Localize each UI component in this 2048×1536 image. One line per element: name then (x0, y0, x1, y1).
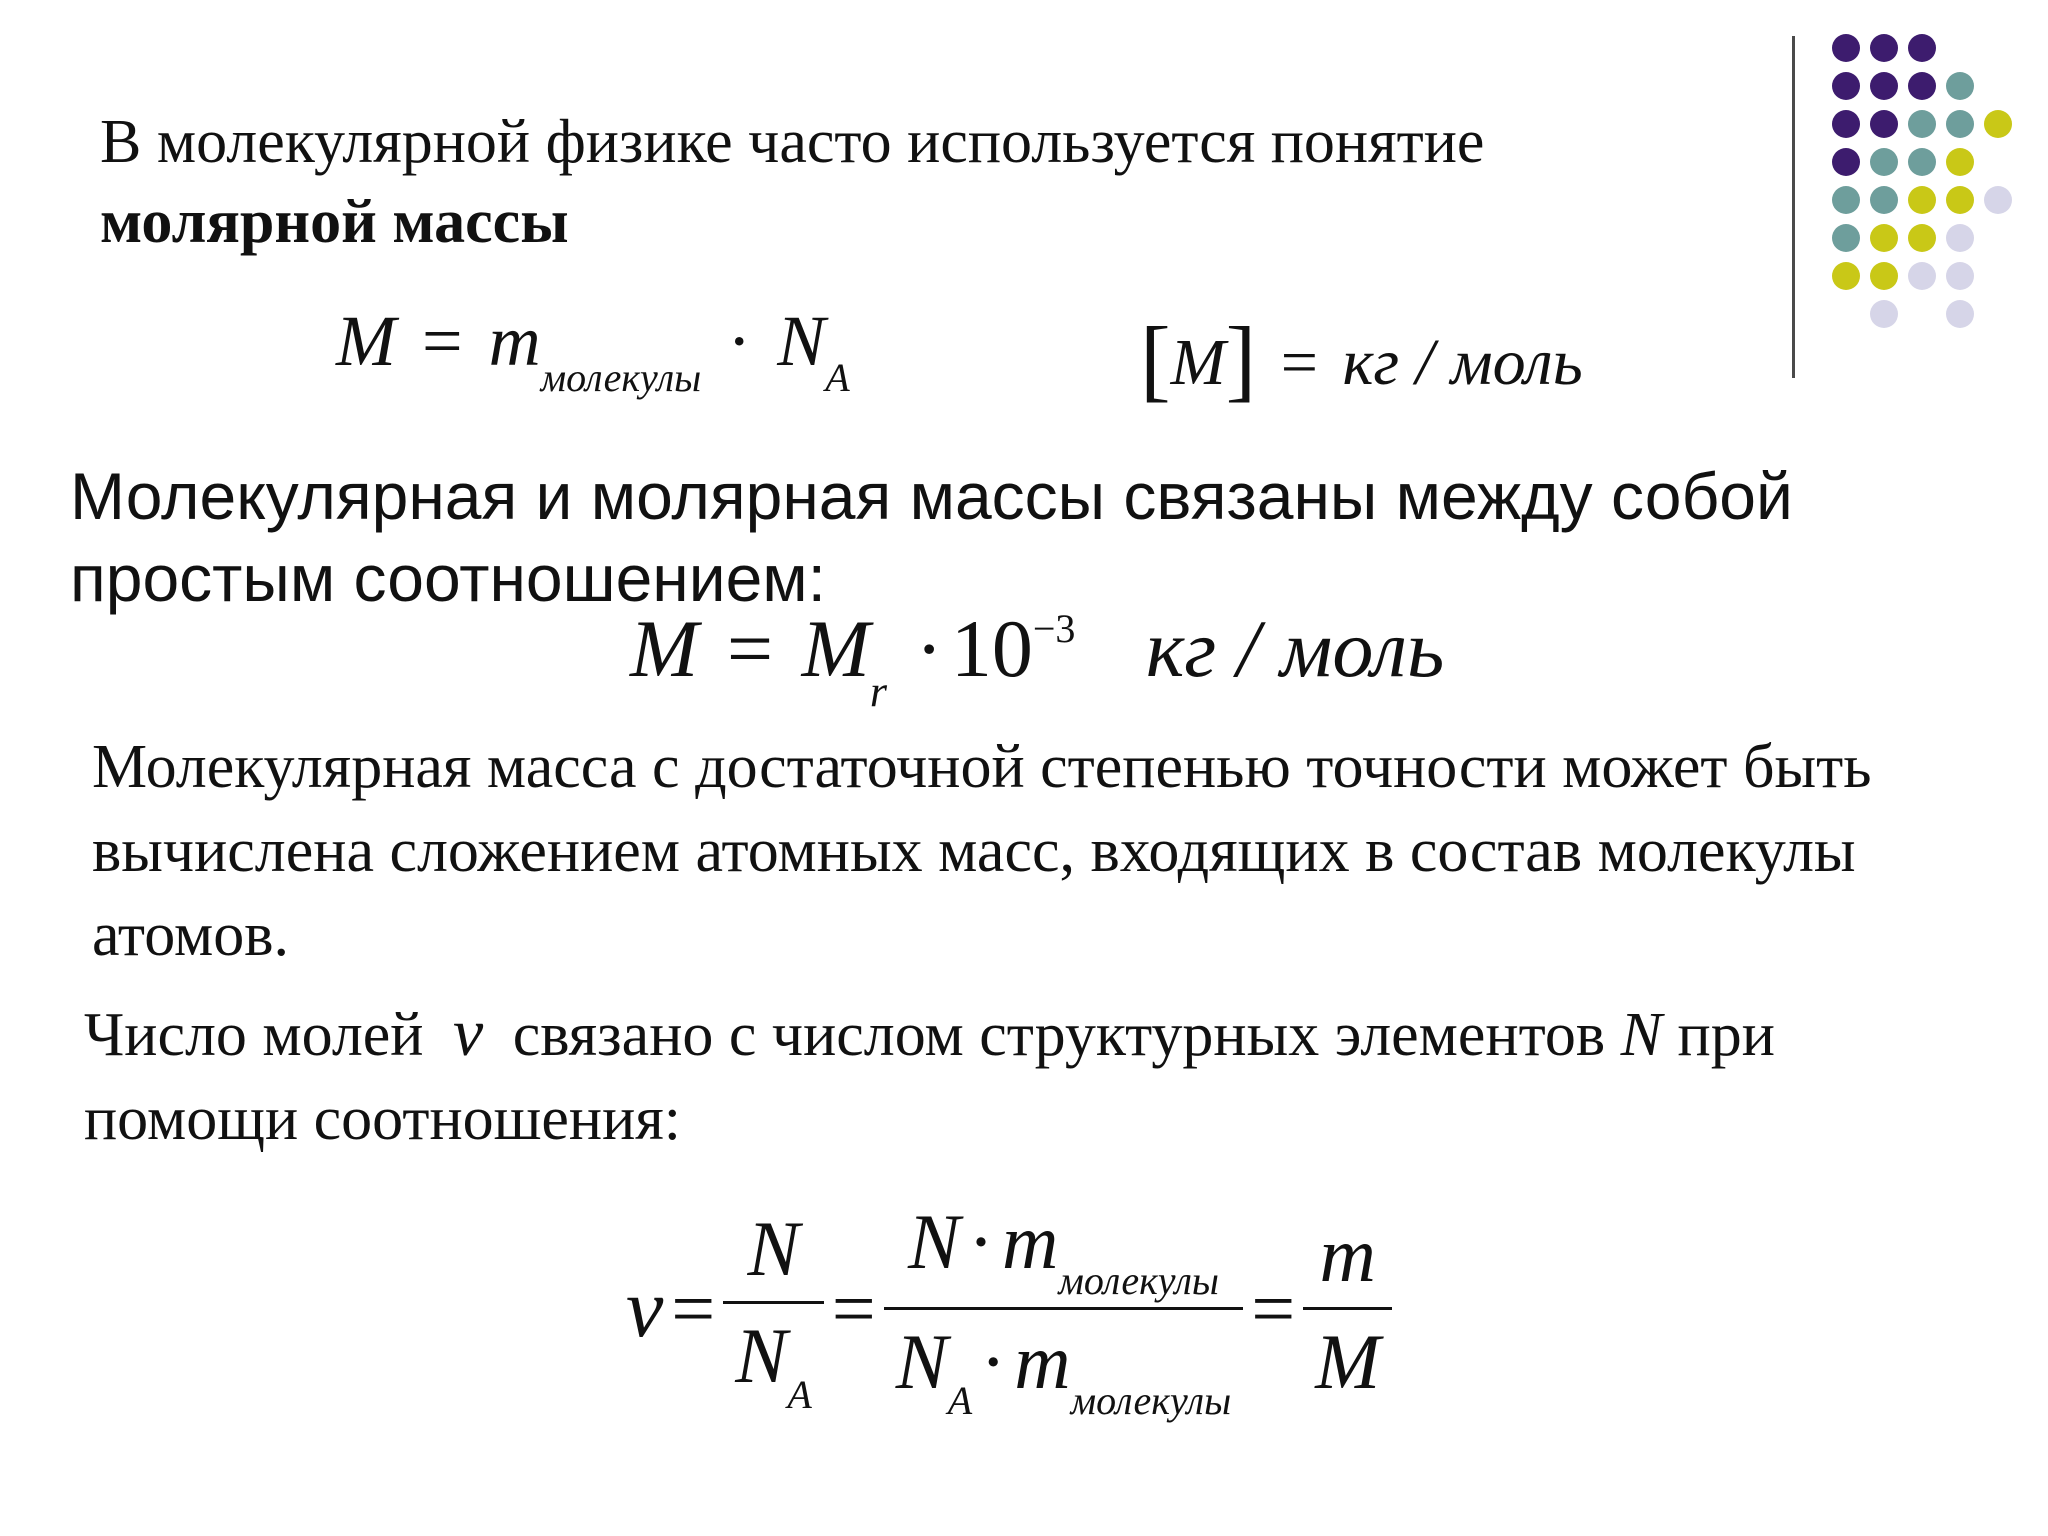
dot (1908, 262, 1936, 290)
moles-N-symbol: N (1620, 1001, 1663, 1069)
dot (1908, 72, 1936, 100)
moles-text-1: Число молей (84, 1001, 424, 1069)
divider-line (1792, 36, 1795, 378)
frac3-denominator: M (1315, 1318, 1381, 1405)
dot (1908, 148, 1936, 176)
formula4-eq3: = (1251, 1264, 1296, 1352)
moles-text-3: при помощи соотношения: (84, 1001, 1775, 1153)
formula1-N: N (777, 301, 826, 381)
dot (1870, 224, 1898, 252)
dot (1908, 110, 1936, 138)
formula3-exp: −3 (1032, 606, 1076, 651)
dot (1870, 186, 1898, 214)
dot (1908, 186, 1936, 214)
dot (1946, 148, 1974, 176)
formula4-fraction-3 (1303, 1203, 1392, 1414)
formula-molar-mass (336, 300, 850, 400)
formula-moles (626, 1190, 1392, 1427)
dot (1832, 110, 1860, 138)
molecular-mass-paragraph: Молекулярная масса с достаточной степенью точности может быть вычислена сложением атомных масс, входящих в состав молекулы атомов. (92, 733, 1872, 969)
dot (1908, 224, 1936, 252)
formula-units (1140, 300, 1583, 410)
frac1-denominator: $N_A$ (735, 1311, 812, 1417)
frac3-numerator: m (1319, 1211, 1376, 1298)
formula3-eq: = (726, 603, 774, 694)
moles-paragraph (84, 990, 1984, 1161)
frac1-numerator: N (747, 1204, 800, 1292)
formula3-lhs: M (630, 603, 699, 694)
dot (1870, 72, 1898, 100)
moles-text-2: связано с числом структурных элементов (512, 1001, 1606, 1069)
dot (1946, 72, 1974, 100)
formula3-dot: · (915, 603, 943, 694)
frac2-numerator: $N \cdot m_{молекулы}$ (907, 1198, 1219, 1303)
dot (1870, 262, 1898, 290)
dot (1870, 110, 1898, 138)
formula4-lhs: ν (626, 1262, 664, 1355)
dot (1832, 186, 1860, 214)
formula2-eq: = (1280, 326, 1318, 399)
formula2-var: M (1170, 326, 1226, 399)
intro-text: В молекулярной физике часто используется понятие (100, 108, 1485, 176)
dot (1832, 262, 1860, 290)
formula2-close-bracket: ] (1225, 308, 1257, 410)
formula3-Mr-sub: r (869, 667, 887, 716)
formula1-m: m (488, 301, 541, 381)
intro-bold-term: молярной массы (100, 188, 569, 256)
formula4-eq1: = (671, 1264, 716, 1352)
dot (1946, 110, 1974, 138)
dot (1832, 224, 1860, 252)
dot (1946, 262, 1974, 290)
dot (1946, 300, 1974, 328)
dot (1832, 148, 1860, 176)
formula3-units: кг / моль (1145, 603, 1445, 694)
formula4-eq2: = (831, 1264, 876, 1352)
formula1-dot: · (727, 301, 752, 381)
moles-nu-symbol: ν (453, 994, 484, 1070)
dot (1946, 186, 1974, 214)
frac2-denominator: $N_A \cdot m_{молекулы}$ (895, 1318, 1232, 1423)
formula-relation (630, 602, 1445, 716)
formula4-fraction-2 (884, 1190, 1243, 1427)
formula1-m-sub: молекулы (540, 355, 702, 400)
formula1-eq: = (421, 301, 463, 381)
dot (1870, 34, 1898, 62)
relation-paragraph: Молекулярная и молярная массы связаны между собой простым соотношением: (70, 459, 1793, 615)
formula2-units: кг / моль (1342, 326, 1583, 399)
dot (1870, 148, 1898, 176)
dot (1984, 110, 2012, 138)
dot (1870, 300, 1898, 328)
formula1-lhs: M (336, 301, 396, 381)
dot (1832, 72, 1860, 100)
dot (1832, 34, 1860, 62)
formula1-N-sub: A (825, 355, 850, 400)
formula3-base: 10 (950, 603, 1033, 694)
dot (1984, 186, 2012, 214)
formula3-Mr: M (801, 603, 870, 694)
dot (1908, 34, 1936, 62)
dot (1946, 224, 1974, 252)
formula2-open-bracket: [ (1140, 308, 1171, 410)
formula4-fraction-1 (723, 1197, 823, 1421)
intro-paragraph (100, 102, 1740, 262)
